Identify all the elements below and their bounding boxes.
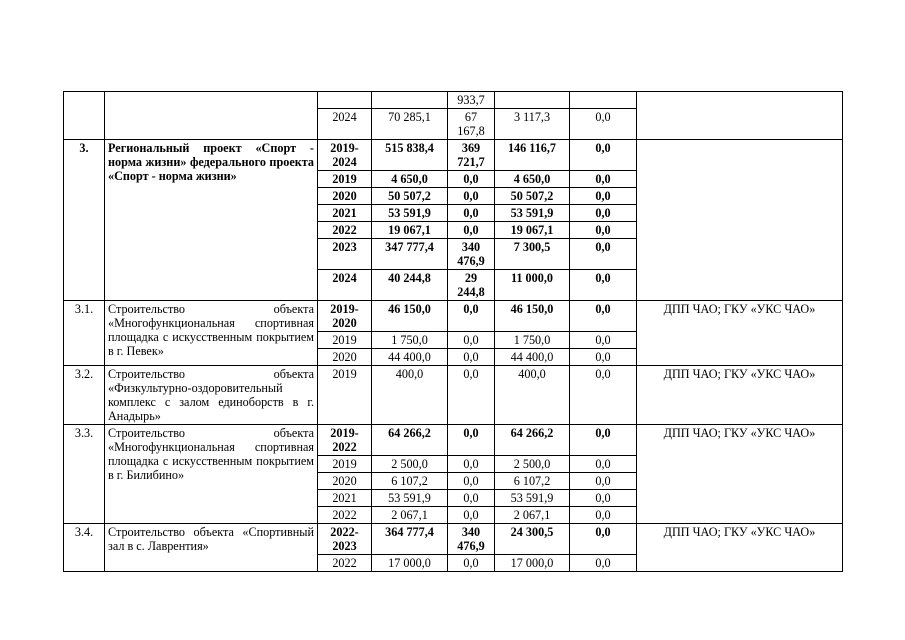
cell-total: 2 067,1 bbox=[372, 507, 448, 524]
cell-total bbox=[372, 92, 448, 109]
cell-federal: 0,0 bbox=[448, 456, 495, 473]
cell-okrug: 6 107,2 bbox=[495, 473, 570, 490]
cell-year: 2022 bbox=[318, 507, 372, 524]
cell-okrug: 53 591,9 bbox=[495, 205, 570, 222]
cell-okrug: 17 000,0 bbox=[495, 555, 570, 572]
cell-year: 2020 bbox=[318, 349, 372, 366]
cell-year: 2022 bbox=[318, 555, 372, 572]
cell-other: 0,0 bbox=[570, 473, 637, 490]
cell-okrug: 11 000,0 bbox=[495, 270, 570, 301]
cell-federal: 0,0 bbox=[448, 222, 495, 239]
cell-total: 53 591,9 bbox=[372, 490, 448, 507]
row-index: 3. bbox=[64, 140, 105, 301]
cell-federal: 67 167,8 bbox=[448, 109, 495, 140]
budget-table bbox=[63, 91, 843, 572]
cell-okrug: 3 117,3 bbox=[495, 109, 570, 140]
cell-okrug: 4 650,0 bbox=[495, 171, 570, 188]
cell-total: 46 150,0 bbox=[372, 301, 448, 332]
cell-year: 2019-2020 bbox=[318, 301, 372, 332]
cell-other: 0,0 bbox=[570, 222, 637, 239]
cell-total: 17 000,0 bbox=[372, 555, 448, 572]
cell-federal: 29 244,8 bbox=[448, 270, 495, 301]
cell-okrug: 2 500,0 bbox=[495, 456, 570, 473]
cell-federal: 933,7 bbox=[448, 92, 495, 109]
cell-federal: 0,0 bbox=[448, 332, 495, 349]
cell-federal: 0,0 bbox=[448, 473, 495, 490]
cell-executor: ДПП ЧАО; ГКУ «УКС ЧАО» bbox=[637, 425, 843, 524]
cell-okrug: 64 266,2 bbox=[495, 425, 570, 456]
cell-executor bbox=[637, 92, 843, 140]
cell-okrug: 44 400,0 bbox=[495, 349, 570, 366]
cell-year: 2019-2022 bbox=[318, 425, 372, 456]
cell-total: 64 266,2 bbox=[372, 425, 448, 456]
cell-year: 2019 bbox=[318, 171, 372, 188]
row-index: 3.2. bbox=[64, 366, 105, 425]
cell-other: 0,0 bbox=[570, 490, 637, 507]
cell-federal: 0,0 bbox=[448, 349, 495, 366]
cell-federal: 0,0 bbox=[448, 366, 495, 425]
cell-year: 2024 bbox=[318, 270, 372, 301]
table-row bbox=[64, 92, 843, 109]
cell-total: 70 285,1 bbox=[372, 109, 448, 140]
cell-other: 0,0 bbox=[570, 239, 637, 270]
cell-okrug: 146 116,7 bbox=[495, 140, 570, 171]
cell-year: 2021 bbox=[318, 490, 372, 507]
cell-year: 2022-2023 bbox=[318, 524, 372, 555]
cell-okrug: 24 300,5 bbox=[495, 524, 570, 555]
cell-other: 0,0 bbox=[570, 349, 637, 366]
cell-total: 1 750,0 bbox=[372, 332, 448, 349]
row-name: Строительство объекта «Спортивный зал в с. Лаврентия» bbox=[105, 524, 318, 572]
cell-okrug: 2 067,1 bbox=[495, 507, 570, 524]
cell-okrug bbox=[495, 92, 570, 109]
cell-other: 0,0 bbox=[570, 171, 637, 188]
cell-other: 0,0 bbox=[570, 205, 637, 222]
cell-total: 19 067,1 bbox=[372, 222, 448, 239]
table-row bbox=[64, 301, 843, 332]
row-name: Строительство объекта «Многофункциональная спортивная площадка с искусственным покрытием в г. Певек» bbox=[105, 301, 318, 366]
cell-executor: ДПП ЧАО; ГКУ «УКС ЧАО» bbox=[637, 366, 843, 425]
cell-federal: 0,0 bbox=[448, 188, 495, 205]
cell-total: 347 777,4 bbox=[372, 239, 448, 270]
cell-federal: 0,0 bbox=[448, 205, 495, 222]
cell-executor bbox=[637, 140, 843, 301]
cell-federal: 0,0 bbox=[448, 490, 495, 507]
cell-federal: 0,0 bbox=[448, 555, 495, 572]
table-row bbox=[64, 425, 843, 456]
cell-other: 0,0 bbox=[570, 109, 637, 140]
cell-other: 0,0 bbox=[570, 332, 637, 349]
cell-federal: 0,0 bbox=[448, 425, 495, 456]
cell-federal: 0,0 bbox=[448, 507, 495, 524]
cell-total: 364 777,4 bbox=[372, 524, 448, 555]
row-index: 3.1. bbox=[64, 301, 105, 366]
cell-other: 0,0 bbox=[570, 425, 637, 456]
cell-year: 2020 bbox=[318, 188, 372, 205]
cell-year bbox=[318, 92, 372, 109]
cell-total: 2 500,0 bbox=[372, 456, 448, 473]
cell-total: 6 107,2 bbox=[372, 473, 448, 490]
row-name: Строительство объекта «Многофункциональная спортивная площадка с искусственным покрытием в г. Билибино» bbox=[105, 425, 318, 524]
cell-federal: 0,0 bbox=[448, 171, 495, 188]
cell-total: 515 838,4 bbox=[372, 140, 448, 171]
cell-federal: 0,0 bbox=[448, 301, 495, 332]
cell-total: 4 650,0 bbox=[372, 171, 448, 188]
cell-federal: 340 476,9 bbox=[448, 524, 495, 555]
row-index: 3.3. bbox=[64, 425, 105, 524]
table-row bbox=[64, 140, 843, 171]
cell-okrug: 53 591,9 bbox=[495, 490, 570, 507]
cell-total: 44 400,0 bbox=[372, 349, 448, 366]
cell-year: 2024 bbox=[318, 109, 372, 140]
table-row bbox=[64, 366, 843, 425]
cell-other bbox=[570, 92, 637, 109]
cell-okrug: 1 750,0 bbox=[495, 332, 570, 349]
cell-year: 2019 bbox=[318, 332, 372, 349]
cell-okrug: 50 507,2 bbox=[495, 188, 570, 205]
cell-other: 0,0 bbox=[570, 270, 637, 301]
cell-other: 0,0 bbox=[570, 507, 637, 524]
cell-okrug: 19 067,1 bbox=[495, 222, 570, 239]
cell-total: 400,0 bbox=[372, 366, 448, 425]
cell-other: 0,0 bbox=[570, 456, 637, 473]
cell-total: 53 591,9 bbox=[372, 205, 448, 222]
cell-other: 0,0 bbox=[570, 524, 637, 555]
cell-other: 0,0 bbox=[570, 366, 637, 425]
cell-executor: ДПП ЧАО; ГКУ «УКС ЧАО» bbox=[637, 301, 843, 366]
cell-year: 2021 bbox=[318, 205, 372, 222]
cell-year: 2023 bbox=[318, 239, 372, 270]
cell-year: 2019 bbox=[318, 456, 372, 473]
cell-other: 0,0 bbox=[570, 140, 637, 171]
row-index: 3.4. bbox=[64, 524, 105, 572]
row-index bbox=[64, 92, 105, 140]
cell-year: 2020 bbox=[318, 473, 372, 490]
cell-federal: 340 476,9 bbox=[448, 239, 495, 270]
row-name: Региональный проект «Спорт - норма жизни» федерального проекта «Спорт - норма жизни» bbox=[105, 140, 318, 301]
cell-year: 2019 bbox=[318, 366, 372, 425]
cell-year: 2019-2024 bbox=[318, 140, 372, 171]
cell-okrug: 7 300,5 bbox=[495, 239, 570, 270]
cell-federal: 369 721,7 bbox=[448, 140, 495, 171]
cell-total: 50 507,2 bbox=[372, 188, 448, 205]
cell-other: 0,0 bbox=[570, 555, 637, 572]
row-name: Строительство объекта «Физкультурно-оздоровительный комплекс с залом единоборств в г. Анадырь» bbox=[105, 366, 318, 425]
cell-total: 40 244,8 bbox=[372, 270, 448, 301]
cell-executor: ДПП ЧАО; ГКУ «УКС ЧАО» bbox=[637, 524, 843, 572]
cell-other: 0,0 bbox=[570, 301, 637, 332]
cell-okrug: 400,0 bbox=[495, 366, 570, 425]
row-name bbox=[105, 92, 318, 140]
cell-year: 2022 bbox=[318, 222, 372, 239]
cell-okrug: 46 150,0 bbox=[495, 301, 570, 332]
cell-other: 0,0 bbox=[570, 188, 637, 205]
table-row bbox=[64, 524, 843, 555]
